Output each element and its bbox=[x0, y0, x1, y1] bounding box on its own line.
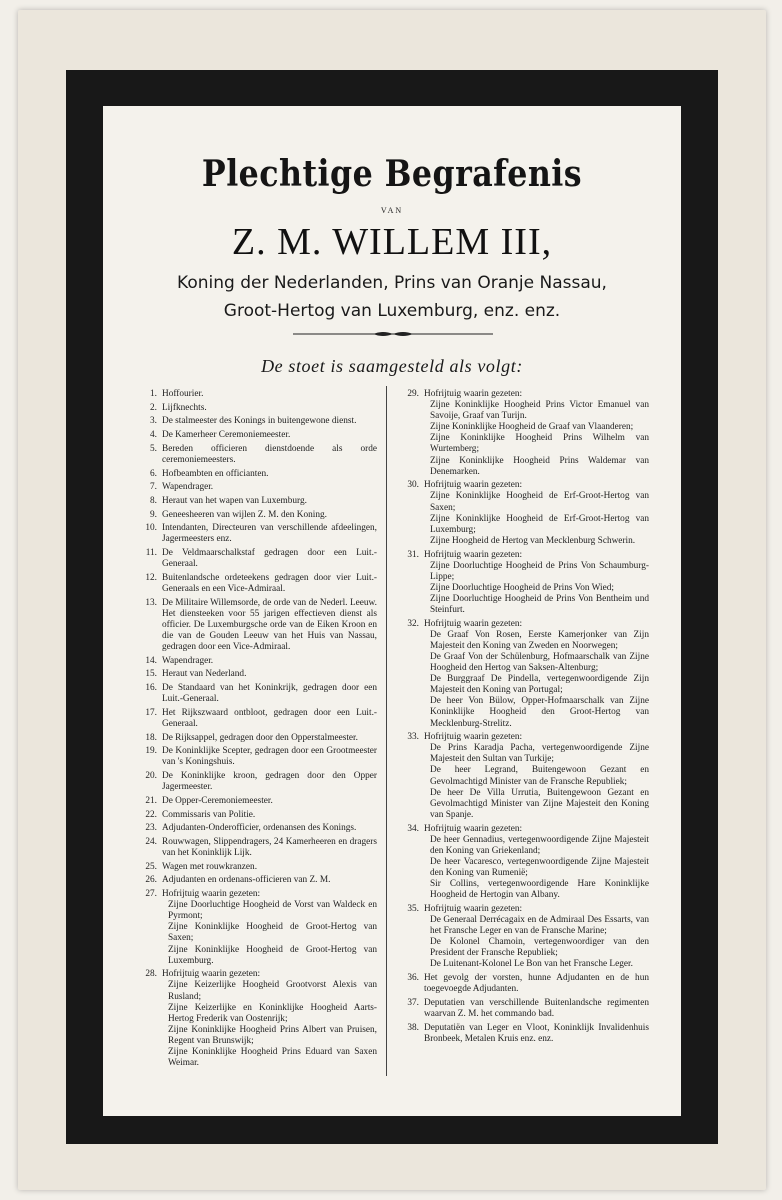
item-line: Hofrijtuig waarin gezeten: bbox=[424, 732, 523, 743]
item-text bbox=[424, 732, 649, 821]
item-number: 28. bbox=[145, 969, 157, 980]
item-number: 1. bbox=[150, 389, 157, 399]
item-text bbox=[424, 998, 649, 1020]
item-text bbox=[162, 598, 377, 653]
item-number: 29. bbox=[407, 389, 419, 399]
item-line: Hofbeambten en officianten. bbox=[162, 468, 269, 479]
item-text bbox=[424, 619, 649, 730]
item-line: De heer De Villa Urrutia, Buitengewoon Gezant en Gevolmachtigd Minister van Zijne Majesteit den Koning van Spanje. bbox=[430, 787, 649, 820]
notice-title: Plechtige Begrafenis bbox=[201, 153, 583, 195]
item-number: 34. bbox=[407, 823, 419, 834]
item-number: 5. bbox=[150, 443, 157, 454]
item-text bbox=[162, 746, 377, 768]
item-number: 2. bbox=[150, 402, 157, 413]
list-item bbox=[399, 973, 649, 995]
item-line: Het gevolg der vorsten, hunne Adjudanten en de hun toegevoegde Adjudanten. bbox=[424, 972, 649, 995]
list-item bbox=[137, 875, 377, 886]
item-line: Zijne Koninklijke Hoogheid Prins Eduard van Saxen Weimar. bbox=[168, 1047, 377, 1069]
list-item bbox=[137, 430, 377, 441]
item-line: Bereden officieren dienstdoende als orde ceremoniemeesters. bbox=[162, 443, 377, 465]
item-text bbox=[162, 810, 377, 821]
item-text bbox=[162, 669, 377, 680]
notice-panel bbox=[103, 106, 681, 1116]
list-item bbox=[399, 824, 649, 902]
item-line: De heer Gennadius, vertegenwoordigende Zijne Majesteit den Koning van Griekenland; bbox=[430, 834, 649, 856]
procession-intro: De stoet is saamgesteld als volgt: bbox=[261, 356, 523, 376]
king-name: Z. M. WILLEM III, bbox=[231, 221, 553, 263]
item-text bbox=[424, 480, 649, 547]
list-item bbox=[137, 862, 377, 873]
item-line: Zijne Koninklijke Hoogheid de Groot-Hertog van Saxen; bbox=[168, 922, 377, 944]
item-line: Zijne Doorluchtige Hoogheid de Vorst van Waldeck en Pyrmont; bbox=[168, 900, 377, 922]
item-line: Zijne Koninklijke Hoogheid de Erf-Groot-Hertog van Luxemburg; bbox=[430, 513, 649, 535]
item-line: De Opper-Ceremoniemeester. bbox=[162, 795, 273, 806]
item-number: 11. bbox=[145, 548, 157, 559]
item-number: 31. bbox=[407, 549, 419, 560]
item-text bbox=[424, 389, 649, 478]
item-line: De Militaire Willemsorde, de orde van de Nederl. Leeuw. Het diensteeken voor 55 jarigen effectieven dienst als officier. De Luxemburgsche orde van de Eiken Kroon en die van de Gouden Leeuw van het Huis van Nassau, gedragen door een Vice-Admiraal. bbox=[162, 597, 377, 652]
list-item bbox=[137, 389, 377, 400]
item-number: 9. bbox=[150, 509, 157, 520]
item-line: De stalmeester des Konings in buitengewone dienst. bbox=[162, 416, 357, 427]
item-line: Rouwwagen, Slippendragers, 24 Kamerheeren en dragers van het Koninklijk Lijk. bbox=[162, 836, 377, 859]
item-line: Zijne Doorluchtige Hoogheid de Prins Von Bentheim und Steinfurt. bbox=[430, 593, 649, 615]
item-number: 22. bbox=[145, 809, 157, 820]
list-item bbox=[399, 732, 649, 821]
item-line: Intendanten, Directeuren van verschillende afdeelingen, Jagermeesters enz. bbox=[162, 523, 377, 545]
item-line: Zijne Keizerlijke en Koninklijke Hoogheid Aarts-Hertog Frederik van Oostenrijk; bbox=[168, 1002, 377, 1024]
item-text bbox=[424, 550, 649, 617]
column-divider bbox=[386, 386, 387, 1076]
item-number: 14. bbox=[145, 655, 157, 666]
item-text bbox=[162, 969, 377, 1069]
list-item bbox=[137, 669, 377, 680]
list-item bbox=[137, 969, 377, 1069]
list-item bbox=[399, 619, 649, 730]
item-text bbox=[162, 823, 377, 834]
list-item bbox=[137, 469, 377, 480]
item-number: 26. bbox=[145, 875, 157, 886]
list-item bbox=[137, 496, 377, 507]
item-line: De Koninklijke kroon, gedragen door den Opper Jagermeester. bbox=[162, 771, 377, 793]
item-number: 12. bbox=[145, 572, 157, 583]
item-number: 25. bbox=[145, 861, 157, 872]
item-number: 37. bbox=[407, 997, 419, 1008]
item-line: Wapendrager. bbox=[162, 655, 214, 666]
item-text bbox=[162, 523, 377, 545]
item-text bbox=[162, 496, 377, 507]
item-line: De Prins Karadja Pacha, vertegenwoordigende Zijne Majesteit den Sultan van Turkije; bbox=[430, 743, 649, 765]
list-item bbox=[137, 548, 377, 570]
item-text bbox=[162, 875, 377, 886]
item-line: Hofrijtuig waarin gezeten: bbox=[424, 549, 523, 560]
ornament-divider bbox=[293, 330, 493, 338]
item-line: Adjudanten-Onderofficier, ordenansen des Konings. bbox=[162, 823, 357, 834]
list-item bbox=[137, 573, 377, 595]
item-line: Zijne Koninklijke Hoogheid de Erf-Groot-Hertog van Saxen; bbox=[430, 491, 649, 513]
list-item bbox=[137, 683, 377, 705]
king-titles-line-1: Koning der Nederlanden, Prins van Oranje Nassau, bbox=[177, 273, 607, 293]
item-number: 4. bbox=[150, 430, 157, 441]
item-text bbox=[424, 973, 649, 995]
item-text bbox=[424, 824, 649, 902]
item-line: Zijne Koninklijke Hoogheid Prins Victor Emanuel van Savoije, Graaf van Turijn. bbox=[430, 400, 649, 422]
item-text bbox=[162, 573, 377, 595]
item-number: 3. bbox=[150, 416, 157, 427]
list-item bbox=[137, 598, 377, 653]
item-text bbox=[162, 683, 377, 705]
item-text bbox=[162, 403, 377, 414]
item-number: 23. bbox=[145, 823, 157, 834]
item-number: 20. bbox=[145, 771, 157, 782]
list-item bbox=[137, 733, 377, 744]
item-line: De Kolonel Chamoin, vertegenwoordiger van den President der Fransche Republiek; bbox=[430, 937, 649, 959]
list-item bbox=[137, 837, 377, 859]
list-item bbox=[137, 444, 377, 466]
item-number: 18. bbox=[145, 732, 157, 743]
item-number: 6. bbox=[150, 468, 157, 479]
procession-list-right bbox=[399, 389, 649, 1047]
item-number: 10. bbox=[145, 523, 157, 534]
item-text bbox=[162, 837, 377, 859]
item-line: Wapendrager. bbox=[162, 482, 214, 493]
item-line: De Rijksappel, gedragen door den Opperstalmeester. bbox=[162, 732, 358, 743]
item-number: 38. bbox=[407, 1022, 419, 1033]
item-text bbox=[162, 482, 377, 493]
list-item bbox=[137, 523, 377, 545]
item-text bbox=[162, 430, 377, 441]
item-number: 35. bbox=[407, 903, 419, 914]
item-line: De Graaf Von Rosen, Eerste Kamerjonker van Zijn Majesteit den Koning van Zweden en Noorwegen; bbox=[430, 629, 649, 651]
item-line: Hofrijtuig waarin gezeten: bbox=[424, 903, 523, 914]
item-text bbox=[162, 510, 377, 521]
van-label: VAN bbox=[380, 206, 404, 215]
list-item bbox=[137, 823, 377, 834]
item-line: Hofrijtuig waarin gezeten: bbox=[162, 889, 261, 900]
item-line: De Koninklijke Scepter, gedragen door een Grootmeester van 's Koningshuis. bbox=[162, 746, 377, 768]
item-text bbox=[162, 469, 377, 480]
list-item bbox=[399, 904, 649, 971]
list-item bbox=[399, 389, 649, 478]
item-line: Zijne Koninklijke Hoogheid Prins Waldemar van Denemarken. bbox=[430, 455, 649, 477]
item-number: 33. bbox=[407, 732, 419, 743]
item-text bbox=[424, 1023, 649, 1045]
item-line: Wagen met rouwkranzen. bbox=[162, 861, 258, 872]
item-line: De Standaard van het Koninkrijk, gedragen door een Luit.-Generaal. bbox=[162, 683, 377, 705]
item-line: Zijne Doorluchtige Hoogheid de Prins Von Schaumburg-Lippe; bbox=[430, 560, 649, 582]
list-item bbox=[137, 746, 377, 768]
item-line: Heraut van Nederland. bbox=[162, 669, 247, 680]
procession-list-left bbox=[137, 389, 377, 1072]
item-line: Zijne Koninklijke Hoogheid de Graaf van Vlaanderen; bbox=[430, 422, 634, 433]
item-line: Zijne Keizerlijke Hoogheid Grootvorst Alexis van Rusland; bbox=[168, 980, 377, 1002]
list-item bbox=[137, 889, 377, 967]
item-text bbox=[162, 733, 377, 744]
item-line: Hofrijtuig waarin gezeten: bbox=[162, 969, 261, 980]
item-line: Hoffourier. bbox=[162, 389, 204, 399]
king-titles-line-2: Groot-Hertog van Luxemburg, enz. enz. bbox=[223, 301, 561, 321]
item-number: 13. bbox=[145, 597, 157, 608]
item-line: Zijne Koninklijke Hoogheid Prins Albert van Pruisen, Regent van Brunswijk; bbox=[168, 1024, 377, 1046]
item-line: Hofrijtuig waarin gezeten: bbox=[424, 389, 523, 399]
item-line: De Veldmaarschalkstaf gedragen door een Luit.-Generaal. bbox=[162, 548, 377, 570]
item-line: Heraut van het wapen van Luxemburg. bbox=[162, 495, 307, 506]
list-item bbox=[137, 656, 377, 667]
list-item bbox=[399, 550, 649, 617]
item-text bbox=[162, 416, 377, 427]
item-line: Buitenlandsche ordeteekens gedragen door vier Luit.-Generaals en een Vice-Admiraal. bbox=[162, 572, 377, 594]
item-number: 7. bbox=[150, 482, 157, 493]
list-item bbox=[137, 771, 377, 793]
list-item bbox=[137, 416, 377, 427]
item-number: 19. bbox=[145, 746, 157, 757]
item-line: Zijne Koninklijke Hoogheid de Groot-Hertog van Luxemburg. bbox=[168, 944, 377, 966]
item-number: 36. bbox=[407, 972, 419, 983]
item-line: De heer Vacaresco, vertegenwoordigende Zijne Majesteit den Koning van Rumenië; bbox=[430, 856, 649, 878]
item-line: Adjudanten en ordenans-officieren van Z. M. bbox=[162, 875, 331, 886]
item-number: 30. bbox=[407, 480, 419, 491]
item-number: 24. bbox=[145, 836, 157, 847]
list-item bbox=[399, 1023, 649, 1045]
list-item bbox=[137, 708, 377, 730]
list-item bbox=[137, 482, 377, 493]
item-line: De Kamerheer Ceremoniemeester. bbox=[162, 430, 291, 441]
item-line: De Luitenant-Kolonel Le Bon van het Fransche Leger. bbox=[430, 959, 633, 970]
item-line: Zijne Hoogheid de Hertog van Mecklenburg Schwerin. bbox=[430, 535, 636, 546]
item-line: De Generaal Derrécagaix en de Admiraal Des Essarts, van het Fransche Leger en van de Fransche Marine; bbox=[430, 914, 649, 936]
item-number: 27. bbox=[145, 889, 157, 900]
item-line: Commissaris van Politie. bbox=[162, 809, 256, 820]
item-text bbox=[162, 796, 377, 807]
item-text bbox=[162, 889, 377, 967]
item-text bbox=[162, 548, 377, 570]
item-text bbox=[162, 708, 377, 730]
item-line: Geneesheeren van wijlen Z. M. den Koning. bbox=[162, 509, 327, 520]
item-number: 17. bbox=[145, 707, 157, 718]
list-item bbox=[399, 480, 649, 547]
item-text bbox=[162, 444, 377, 466]
item-line: De Burggraaf De Pindella, vertegenwoordigende Zijn Majesteit den Koning van Portugal; bbox=[430, 674, 649, 696]
item-text bbox=[424, 904, 649, 971]
item-line: Deputatien van verschillende Buitenlandsche regimenten waarvan Z. M. het commando bad. bbox=[424, 997, 649, 1019]
item-line: Hofrijtuig waarin gezeten: bbox=[424, 480, 523, 491]
item-line: Sir Collins, vertegenwoordigende Hare Koninklijke Hoogheid de Hertogin van Albany. bbox=[430, 879, 649, 901]
item-number: 32. bbox=[407, 618, 419, 629]
item-line: De Graaf Von der Schülenburg, Hofmaarschalk van Zijne Hoogheid den Hertog van Saksen-Altenburg; bbox=[430, 651, 649, 674]
item-text bbox=[162, 389, 377, 400]
item-number: 21. bbox=[145, 795, 157, 806]
list-item bbox=[137, 810, 377, 821]
item-text bbox=[162, 862, 377, 873]
item-line: Deputatiën van Leger en Vloot, Koninklijk Invalidenhuis Bronbeek, Metalen Kruis enz. enz. bbox=[424, 1022, 649, 1044]
item-number: 8. bbox=[150, 495, 157, 506]
item-line: Hofrijtuig waarin gezeten: bbox=[424, 823, 523, 834]
item-text bbox=[162, 771, 377, 793]
item-number: 15. bbox=[145, 669, 157, 680]
list-item bbox=[399, 998, 649, 1020]
list-item bbox=[137, 510, 377, 521]
item-text bbox=[162, 656, 377, 667]
item-line: Hofrijtuig waarin gezeten: bbox=[424, 618, 523, 629]
item-line: Lijfknechts. bbox=[162, 402, 207, 413]
item-line: Het Rijkszwaard ontbloot, gedragen door een Luit.-Generaal. bbox=[162, 707, 377, 729]
list-item bbox=[137, 796, 377, 807]
list-item bbox=[137, 403, 377, 414]
item-line: Zijne Koninklijke Hoogheid Prins Wilhelm van Wurtemberg; bbox=[430, 433, 649, 455]
item-line: Zijne Doorluchtige Hoogheid de Prins Von Wied; bbox=[430, 582, 614, 593]
item-line: De heer Von Bülow, Opper-Hofmaarschalk van Zijne Koninklijke Hoogheid den Groot-Hertog van Mecklenburg-Strelitz. bbox=[430, 696, 649, 729]
item-line: De heer Legrand, Buitengewoon Gezant en Gevolmachtigd Minister van de Fransche Republiek; bbox=[430, 765, 649, 787]
item-number: 16. bbox=[145, 683, 157, 694]
